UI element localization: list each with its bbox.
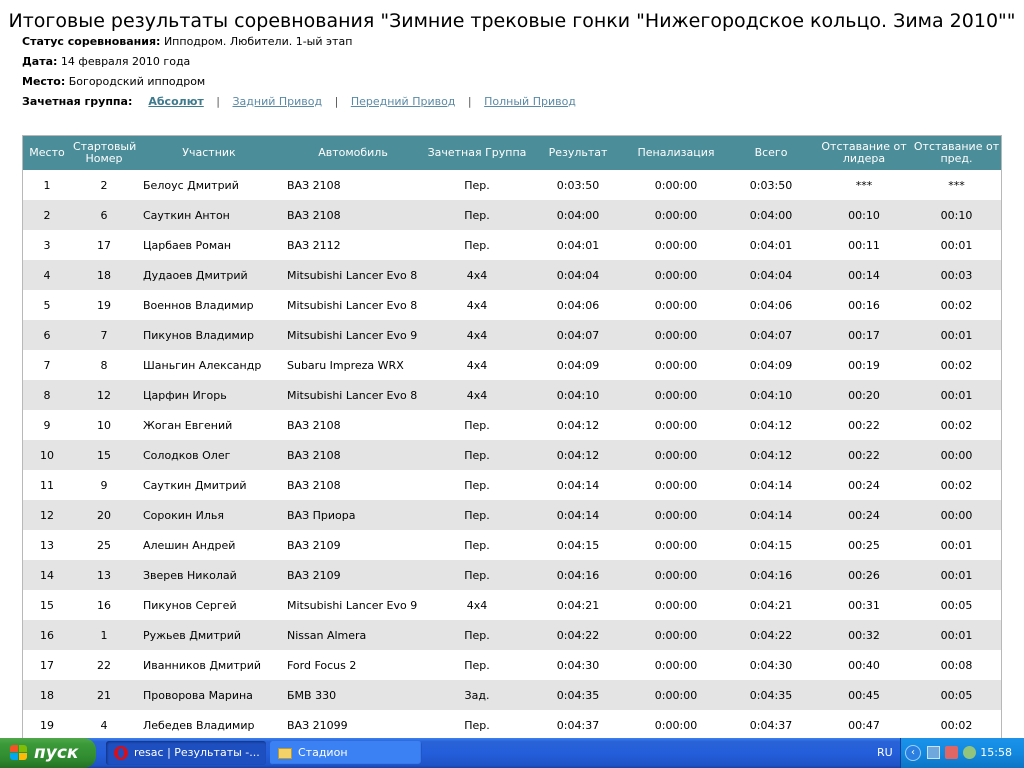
cell-participant: Белоус Дмитрий — [143, 178, 239, 192]
cell-participant: Лебедев Владимир — [143, 718, 255, 732]
cell-group: Пер. — [464, 508, 490, 522]
header-penalty: Пенализация — [637, 146, 715, 159]
competition-date — [22, 55, 190, 69]
table-row — [23, 590, 1002, 620]
cell-participant: Царбаев Роман — [143, 238, 232, 252]
cell-gap-previous: 00:02 — [940, 358, 973, 372]
place-label: Место: — [22, 75, 66, 88]
cell-participant: Солодков Олег — [143, 448, 231, 462]
cell-car: ВАЗ 2108 — [287, 448, 341, 462]
group-separator: | — [334, 95, 339, 108]
cell-start-number: 17 — [97, 238, 111, 252]
start-label: пуск — [34, 743, 79, 763]
cell-start-number: 9 — [100, 478, 108, 492]
cell-result: 0:04:21 — [556, 598, 600, 612]
cell-group: Пер. — [464, 718, 490, 732]
cell-start-number: 8 — [100, 358, 108, 372]
cell-place: 9 — [43, 418, 51, 432]
cell-penalty: 0:00:00 — [654, 628, 698, 642]
cell-result: 0:04:14 — [556, 478, 600, 492]
cell-start-number: 21 — [97, 688, 111, 702]
place-value: Богородский ипподром — [68, 75, 206, 88]
cell-gap-leader: 00:16 — [848, 298, 880, 312]
cell-group: Пер. — [464, 208, 490, 222]
group-separator: | — [216, 95, 220, 108]
cell-penalty: 0:00:00 — [654, 478, 698, 492]
results-table — [23, 136, 1002, 738]
table-row — [23, 380, 1002, 410]
cell-participant: Сауткин Дмитрий — [143, 478, 247, 492]
cell-gap-leader: 00:32 — [848, 628, 880, 642]
cell-total: 0:04:00 — [749, 208, 793, 222]
cell-group: Зад. — [464, 688, 490, 702]
table-row — [23, 710, 1002, 738]
cell-place: 8 — [43, 388, 51, 402]
cell-start-number: 13 — [97, 568, 111, 582]
tray-expand-icon[interactable]: ‹ — [905, 745, 921, 761]
cell-place: 14 — [40, 568, 54, 582]
cell-participant: Дудаоев Дмитрий — [143, 268, 248, 282]
cell-group: Пер. — [464, 238, 490, 252]
cell-total: 0:04:14 — [749, 508, 793, 522]
clock: 15:58 — [980, 746, 1012, 759]
taskbar-item-label: Стадион — [298, 746, 348, 759]
cell-total: 0:04:30 — [749, 658, 793, 672]
cell-penalty: 0:00:00 — [654, 448, 698, 462]
cell-total: 0:04:22 — [749, 628, 793, 642]
folder-icon — [278, 748, 292, 759]
header-participant: Участник — [182, 146, 236, 159]
network-icon[interactable] — [927, 746, 940, 759]
cell-total: 0:04:21 — [749, 598, 793, 612]
language-indicator[interactable]: RU — [877, 746, 893, 759]
cell-car: Nissan Almera — [287, 628, 367, 642]
cell-start-number: 22 — [97, 658, 111, 672]
cell-result: 0:04:12 — [556, 418, 600, 432]
cell-gap-previous: 00:02 — [940, 478, 973, 492]
cell-place: 19 — [40, 718, 54, 732]
cell-gap-leader: 00:24 — [848, 478, 880, 492]
cell-group: 4x4 — [466, 298, 488, 312]
table-row — [23, 290, 1002, 320]
cell-group: Пер. — [464, 478, 490, 492]
header-total: Всего — [754, 146, 788, 159]
windows-logo-icon — [10, 745, 28, 761]
cell-place: 7 — [43, 358, 51, 372]
page-title: Итоговые результаты соревнования "Зимние трековые гонки "Нижегородское кольцо. Зима 2010"" — [8, 10, 1016, 32]
cell-gap-previous: 00:10 — [940, 208, 973, 222]
taskbar — [0, 738, 1024, 768]
cell-place: 5 — [43, 298, 51, 312]
cell-total: 0:04:01 — [749, 238, 793, 252]
cell-total: 0:04:04 — [749, 268, 793, 282]
cell-gap-leader: 00:47 — [848, 718, 880, 732]
cell-result: 0:04:09 — [556, 358, 600, 372]
cell-start-number: 16 — [97, 598, 111, 612]
cell-place: 3 — [43, 238, 51, 252]
group-link-absolute[interactable]: Абсолют — [148, 95, 204, 108]
system-tray — [900, 738, 1024, 768]
cell-group: Пер. — [464, 538, 490, 552]
table-row — [23, 260, 1002, 290]
cell-group: 4x4 — [466, 598, 488, 612]
cell-place: 17 — [40, 658, 54, 672]
cell-penalty: 0:00:00 — [654, 328, 698, 342]
cell-gap-previous: 00:05 — [940, 598, 973, 612]
competition-place — [22, 75, 205, 89]
cell-place: 13 — [40, 538, 54, 552]
cell-result: 0:04:07 — [556, 328, 600, 342]
table-row — [23, 170, 1002, 200]
table-row — [23, 200, 1002, 230]
cell-group: Пер. — [464, 448, 490, 462]
table-row — [23, 440, 1002, 470]
cell-place: 6 — [43, 328, 51, 342]
cell-result: 0:04:00 — [556, 208, 600, 222]
cell-group: Пер. — [464, 418, 490, 432]
cell-total: 0:04:12 — [749, 448, 793, 462]
cell-gap-previous: 00:05 — [940, 688, 973, 702]
cell-total: 0:04:10 — [749, 388, 793, 402]
table-row — [23, 230, 1002, 260]
cell-start-number: 25 — [97, 538, 111, 552]
cell-group: Пер. — [464, 568, 490, 582]
cell-car: Ford Focus 2 — [287, 658, 357, 672]
group-link-front-drive[interactable]: Передний Привод — [350, 95, 456, 108]
cell-place: 1 — [43, 178, 51, 192]
cell-place: 16 — [40, 628, 54, 642]
cell-group: 4x4 — [466, 328, 488, 342]
cell-gap-previous: 00:00 — [940, 508, 973, 522]
header-place: Место — [29, 146, 65, 159]
table-row — [23, 650, 1002, 680]
cell-total: 0:03:50 — [749, 178, 793, 192]
cell-gap-leader: 00:22 — [848, 418, 880, 432]
cell-gap-previous: 00:01 — [940, 568, 973, 582]
cell-result: 0:04:37 — [556, 718, 600, 732]
cell-total: 0:04:15 — [749, 538, 793, 552]
cell-total: 0:04:35 — [749, 688, 793, 702]
table-row — [23, 530, 1002, 560]
cell-car: Subaru Impreza WRX — [287, 358, 404, 372]
cell-penalty: 0:00:00 — [654, 688, 698, 702]
cell-participant: Жоган Евгений — [143, 418, 233, 432]
cell-gap-leader: 00:11 — [848, 238, 880, 252]
cell-result: 0:04:15 — [556, 538, 600, 552]
cell-car: ВАЗ 2109 — [287, 568, 341, 582]
cell-participant: Иванников Дмитрий — [143, 658, 262, 672]
cell-penalty: 0:00:00 — [654, 358, 698, 372]
cell-participant: Пикунов Владимир — [143, 328, 254, 342]
group-separator: | — [467, 95, 472, 108]
cell-group: 4x4 — [466, 388, 488, 402]
cell-penalty: 0:00:00 — [654, 568, 698, 582]
start-button[interactable] — [0, 738, 96, 768]
table-row — [23, 500, 1002, 530]
cell-penalty: 0:00:00 — [654, 268, 698, 282]
cell-participant: Зверев Николай — [143, 568, 237, 582]
cell-total: 0:04:07 — [749, 328, 793, 342]
cell-start-number: 20 — [97, 508, 111, 522]
cell-result: 0:04:12 — [556, 448, 600, 462]
cell-participant: Царфин Игорь — [143, 388, 227, 402]
cell-gap-leader: 00:24 — [848, 508, 880, 522]
cell-result: 0:04:01 — [556, 238, 600, 252]
cell-gap-previous: 00:02 — [940, 418, 973, 432]
cell-gap-leader: 00:40 — [848, 658, 880, 672]
cell-gap-leader: 00:10 — [848, 208, 880, 222]
cell-car: Mitsubishi Lancer Evo 9 — [287, 598, 418, 612]
table-row — [23, 620, 1002, 650]
cell-gap-leader: 00:20 — [848, 388, 880, 402]
competition-status — [22, 35, 352, 49]
cell-car: ВАЗ 2108 — [287, 478, 341, 492]
cell-penalty: 0:00:00 — [654, 508, 698, 522]
security-icon[interactable] — [945, 746, 958, 759]
cell-participant: Сорокин Илья — [143, 508, 224, 522]
cell-start-number: 10 — [97, 418, 111, 432]
cell-group: 4x4 — [466, 268, 488, 282]
cell-penalty: 0:00:00 — [654, 238, 698, 252]
cell-car: Mitsubishi Lancer Evo 9 — [287, 328, 418, 342]
cell-penalty: 0:00:00 — [654, 538, 698, 552]
taskbar-item-label: resac | Результаты -... — [134, 746, 260, 759]
cell-participant: Алешин Андрей — [143, 538, 236, 552]
cell-place: 15 — [40, 598, 54, 612]
cell-total: 0:04:09 — [749, 358, 793, 372]
cell-gap-previous: 00:01 — [940, 388, 973, 402]
cell-start-number: 2 — [100, 178, 108, 192]
table-row — [23, 350, 1002, 380]
cell-start-number: 6 — [100, 208, 108, 222]
cell-participant: Проворова Марина — [143, 688, 253, 702]
cell-car: ВАЗ 2112 — [287, 238, 341, 252]
antivirus-icon[interactable] — [963, 746, 976, 759]
cell-participant: Сауткин Антон — [143, 208, 230, 222]
opera-icon — [114, 746, 128, 760]
group-link-all-wheel-drive[interactable]: Полный Привод — [484, 95, 576, 108]
cell-participant: Военнов Владимир — [143, 298, 254, 312]
group-link-rear-drive[interactable]: Задний Привод — [232, 95, 323, 108]
cell-start-number: 1 — [100, 628, 108, 642]
table-row — [23, 410, 1002, 440]
cell-car: Mitsubishi Lancer Evo 8 — [287, 268, 418, 282]
cell-result: 0:04:10 — [556, 388, 600, 402]
status-value: Ипподром. Любители. 1-ый этап — [163, 35, 353, 48]
cell-start-number: 7 — [100, 328, 108, 342]
cell-total: 0:04:06 — [749, 298, 793, 312]
cell-participant: Ружьев Дмитрий — [143, 628, 242, 642]
cell-result: 0:04:06 — [556, 298, 600, 312]
cell-penalty: 0:00:00 — [654, 208, 698, 222]
cell-car: ВАЗ 2109 — [287, 538, 341, 552]
cell-start-number: 19 — [97, 298, 111, 312]
cell-penalty: 0:00:00 — [654, 718, 698, 732]
cell-gap-previous: 00:02 — [940, 298, 973, 312]
status-label: Статус соревнования: — [22, 35, 161, 48]
cell-gap-previous: 00:01 — [940, 538, 973, 552]
cell-penalty: 0:00:00 — [654, 178, 698, 192]
results-body — [23, 170, 1002, 738]
cell-group: Пер. — [464, 178, 490, 192]
cell-participant: Пикунов Сергей — [143, 598, 237, 612]
header-car: Автомобиль — [318, 146, 388, 159]
header-group: Зачетная Группа — [427, 146, 527, 159]
cell-place: 10 — [40, 448, 54, 462]
cell-car: БМВ 330 — [287, 688, 337, 702]
cell-gap-leader: 00:25 — [848, 538, 880, 552]
cell-penalty: 0:00:00 — [654, 598, 698, 612]
cell-gap-previous: 00:08 — [940, 658, 973, 672]
cell-gap-previous: 00:03 — [940, 268, 973, 282]
cell-place: 4 — [43, 268, 51, 282]
cell-gap-previous: 00:01 — [940, 628, 973, 642]
cell-car: ВАЗ 21099 — [287, 718, 348, 732]
cell-gap-leader: 00:17 — [848, 328, 880, 342]
cell-place: 18 — [40, 688, 54, 702]
cell-participant: Шаньгин Александр — [143, 358, 262, 372]
cell-place: 11 — [40, 478, 54, 492]
cell-gap-leader: 00:31 — [848, 598, 880, 612]
cell-gap-previous: *** — [948, 178, 965, 192]
cell-car: Mitsubishi Lancer Evo 8 — [287, 388, 418, 402]
cell-total: 0:04:12 — [749, 418, 793, 432]
cell-car: ВАЗ 2108 — [287, 418, 341, 432]
header-result: Результат — [548, 146, 608, 159]
date-value: 14 февраля 2010 года — [60, 55, 191, 68]
cell-result: 0:04:04 — [556, 268, 600, 282]
cell-gap-previous: 00:01 — [940, 238, 973, 252]
cell-start-number: 12 — [97, 388, 111, 402]
cell-gap-previous: 00:01 — [940, 328, 973, 342]
taskbar-item-browser[interactable] — [106, 741, 266, 765]
cell-result: 0:04:30 — [556, 658, 600, 672]
cell-gap-leader: 00:26 — [848, 568, 880, 582]
cell-result: 0:04:16 — [556, 568, 600, 582]
cell-penalty: 0:00:00 — [654, 298, 698, 312]
cell-penalty: 0:00:00 — [654, 418, 698, 432]
cell-place: 2 — [43, 208, 51, 222]
cell-result: 0:04:35 — [556, 688, 600, 702]
cell-car: Mitsubishi Lancer Evo 8 — [287, 298, 418, 312]
cell-gap-leader: 00:45 — [848, 688, 880, 702]
cell-total: 0:04:14 — [749, 478, 793, 492]
header-gap-leader: Отставание от лидера — [821, 140, 907, 165]
cell-result: 0:03:50 — [556, 178, 600, 192]
group-filter — [22, 95, 579, 109]
cell-car: ВАЗ 2108 — [287, 178, 341, 192]
table-header-row — [23, 136, 1002, 170]
table-row — [23, 560, 1002, 590]
cell-start-number: 15 — [97, 448, 111, 462]
taskbar-item-folder[interactable] — [270, 741, 422, 765]
cell-start-number: 4 — [100, 718, 108, 732]
cell-group: 4x4 — [466, 358, 488, 372]
cell-gap-leader: 00:14 — [848, 268, 880, 282]
results-table-container — [22, 135, 1002, 738]
table-row — [23, 470, 1002, 500]
cell-car: ВАЗ Приора — [287, 508, 356, 522]
cell-start-number: 18 — [97, 268, 111, 282]
table-row — [23, 320, 1002, 350]
cell-group: Пер. — [464, 628, 490, 642]
cell-place: 12 — [40, 508, 54, 522]
cell-result: 0:04:22 — [556, 628, 600, 642]
cell-result: 0:04:14 — [556, 508, 600, 522]
cell-group: Пер. — [464, 658, 490, 672]
cell-car: ВАЗ 2108 — [287, 208, 341, 222]
cell-penalty: 0:00:00 — [654, 658, 698, 672]
header-start-number: Стартовый Номер — [73, 140, 137, 165]
header-gap-previous: Отставание от пред. — [913, 140, 1000, 165]
cell-gap-leader: 00:22 — [848, 448, 880, 462]
cell-gap-leader: *** — [855, 178, 873, 192]
cell-total: 0:04:37 — [749, 718, 793, 732]
group-label: Зачетная группа: — [22, 95, 133, 108]
cell-total: 0:04:16 — [749, 568, 793, 582]
cell-gap-leader: 00:19 — [848, 358, 880, 372]
date-label: Дата: — [22, 55, 58, 68]
cell-gap-previous: 00:02 — [940, 718, 973, 732]
cell-penalty: 0:00:00 — [654, 388, 698, 402]
table-row — [23, 680, 1002, 710]
cell-gap-previous: 00:00 — [940, 448, 973, 462]
